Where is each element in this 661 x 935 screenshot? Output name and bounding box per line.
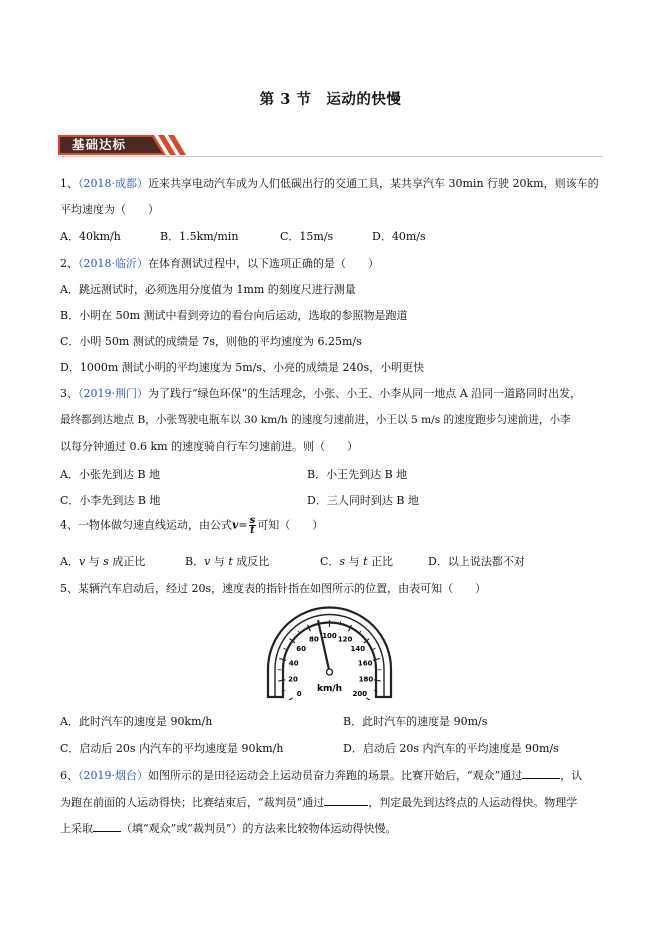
q1-option-b: B．1.5km/min <box>160 230 239 243</box>
q4-option-a-and: 与 <box>85 555 104 568</box>
q4-number: 4、 <box>60 518 78 532</box>
q1-stem-1: 近来共享电动汽车成为人们低碳出行的交通工具，某共享汽车 30min 行驶 20km，则该车的 <box>148 177 599 190</box>
q4-option-a-s: s <box>103 555 109 568</box>
q2-option-c: C．小明 50m 测试的成绩是 7s，则他的平均速度为 6.25m/s <box>60 335 362 348</box>
q4-formula-fraction <box>249 516 257 535</box>
q1-line-1 <box>60 175 599 191</box>
q2-stem: 在体育测试过程中，以下选项正确的是（ ） <box>148 257 379 270</box>
speedometer-needle <box>318 620 329 672</box>
q4-line-1 <box>60 516 323 535</box>
q2-line-1 <box>60 255 379 271</box>
q4-option-c-s: s <box>339 555 346 568</box>
q6-blank-1[interactable] <box>522 768 560 779</box>
q5-option-c: C．启动后 20s 内汽车的平均速度是 90km/h <box>60 742 284 755</box>
speedometer-tick-label: 120 <box>337 635 353 644</box>
speedometer-tick-label: 40 <box>288 659 299 668</box>
q3-source: （2019·荆门） <box>78 387 148 400</box>
q3-stem-2: 最终都到达地点 B，小张驾驶电瓶车以 30 km/h 的速度匀速前进，小王以 5 m/s 的速度跑步匀速前进，小李 <box>60 414 571 426</box>
q6-line-1 <box>60 767 582 783</box>
speedometer-tick-label: 60 <box>296 645 307 654</box>
q6-source: （2019·烟台） <box>78 769 148 782</box>
q6-number: 6、 <box>60 769 78 782</box>
q2-option-a: A．跳远测试时，必须选用分度值为 1mm 的刻度尺进行测量 <box>60 283 356 296</box>
q4-option-c-rel: 正比 <box>367 555 393 568</box>
speedometer-tick-label: 140 <box>350 645 366 654</box>
q3-stem-1: 为了践行“绿色环保”的生活理念，小张、小王、小李从同一地点 A 沿同一道路同时出发， <box>148 387 582 400</box>
q6-stem-1b: ，认 <box>560 769 583 782</box>
section-badge: 基础达标 <box>72 137 127 152</box>
q4-option-d: D．以上说法都不对 <box>428 555 525 568</box>
q2-source: （2018·临沂） <box>78 257 148 270</box>
q6-line-2 <box>60 794 577 810</box>
speedometer-tick-label: 0 <box>296 690 302 699</box>
q4-option-b-label: B． <box>185 555 205 568</box>
speedometer-tick-label: 180 <box>358 675 374 684</box>
q5-option-a: A．此时汽车的速度是 90km/h <box>60 715 213 728</box>
q6-stem-2a: 为跑在前面的人运动得快；比赛结束后，“裁判员”通过 <box>60 796 325 809</box>
q5-line-1 <box>60 580 486 596</box>
q3-stem-3: 以每分钟通过 0.6 km 的速度骑自行车匀速前进。则（ ） <box>60 440 359 453</box>
speedometer-tick <box>287 698 293 700</box>
q2-option-b: B．小明在 50m 测试中看到旁边的看台向后运动，选取的参照物是跑道 <box>60 309 408 322</box>
section-divider <box>58 156 603 157</box>
q1-option-c: C．15m/s <box>280 230 334 243</box>
q5-option-b: B．此时汽车的速度是 90m/s <box>343 715 488 728</box>
speedometer-tick <box>278 680 285 681</box>
q4-formula-numerator: s <box>249 515 256 526</box>
q6-stem-2b: ，判定最先到达终点的人运动得快。物理学 <box>368 796 578 809</box>
q1-source: （2018·成都） <box>78 177 148 190</box>
q4-formula-v: v <box>232 518 239 532</box>
q6-stem-3b: （填“观众”或“裁判员”）的方法来比较物体运动得快慢。 <box>121 822 397 835</box>
q6-blank-3[interactable] <box>93 821 121 832</box>
q3-line-1 <box>60 385 581 401</box>
section-banner <box>58 131 188 159</box>
q4-option-c-t: t <box>363 555 368 568</box>
q4-option-a-rel: 成正比 <box>108 555 146 568</box>
q5-stem: 某辆汽车启动后，经过 20s，速度表的指针指在如图所示的位置，由表可知（ ） <box>78 582 487 595</box>
speedometer-tick <box>366 698 372 700</box>
q4-option-a-v: v <box>78 555 86 568</box>
q3-number: 3、 <box>60 387 78 400</box>
q4-formula-eq: = <box>238 518 248 532</box>
q1-option-a: A．40km/h <box>60 230 121 243</box>
q1-number: 1、 <box>60 177 78 190</box>
speedometer-tick <box>374 680 381 681</box>
q4-option-a-label: A． <box>60 555 79 568</box>
page-title: 第 3 节 运动的快慢 <box>259 91 402 108</box>
q1-option-d: D．40m/s <box>372 230 426 243</box>
speedometer-tick-label: 20 <box>288 675 298 684</box>
q5-option-d: D．启动后 20s 内汽车的平均速度是 90m/s <box>343 742 559 755</box>
q1-stem-2: 平均速度为（ ） <box>60 203 159 216</box>
q4-formula-denominator: t <box>250 525 255 536</box>
speedometer-tick-label: 80 <box>308 635 319 644</box>
q4-option-b-and: 与 <box>210 555 229 568</box>
q4-option-b-t: t <box>228 555 233 568</box>
speedometer-hub <box>327 669 333 675</box>
speedometer-tick-label: 160 <box>357 659 373 668</box>
speedometer-svg <box>262 605 397 700</box>
q4-stem-after: 可知（ ） <box>257 518 324 532</box>
speedometer-figure <box>262 605 397 700</box>
q6-line-3 <box>60 820 397 836</box>
q3-option-a: A．小张先到达 B 地 <box>60 468 161 481</box>
q6-blank-2[interactable] <box>324 795 368 806</box>
q6-stem-1: 如图所示的是田径运动会上运动员奋力奔跑的场景。比赛开始后，“观众”通过 <box>148 769 523 782</box>
speedometer-tick-label: 100 <box>322 632 337 640</box>
q2-number: 2、 <box>60 257 78 270</box>
speedometer-tick-label: 200 <box>352 690 368 699</box>
q4-option-c-label: C． <box>320 555 340 568</box>
speedometer-unit: km/h <box>316 684 343 694</box>
q6-stem-3a: 上采取 <box>60 822 93 835</box>
q2-option-d: D．1000m 测试小明的平均速度为 5m/s、小亮的成绩是 240s，小明更快 <box>60 361 425 374</box>
q5-number: 5、 <box>60 582 78 595</box>
q3-option-d: D．三人同时到达 B 地 <box>307 494 419 507</box>
q4-option-c-and: 与 <box>345 555 364 568</box>
q4-option-b-v: v <box>204 555 211 568</box>
q3-option-b: B．小王先到达 B 地 <box>307 468 408 481</box>
q3-option-c: C．小李先到达 B 地 <box>60 494 161 507</box>
q4-option-b <box>185 553 269 569</box>
q4-option-a <box>60 553 145 569</box>
q4-option-b-rel: 成反比 <box>232 555 270 568</box>
q4-option-c <box>320 553 393 569</box>
q4-stem-before: 一物体做匀速直线运动，由公式 <box>78 518 232 532</box>
